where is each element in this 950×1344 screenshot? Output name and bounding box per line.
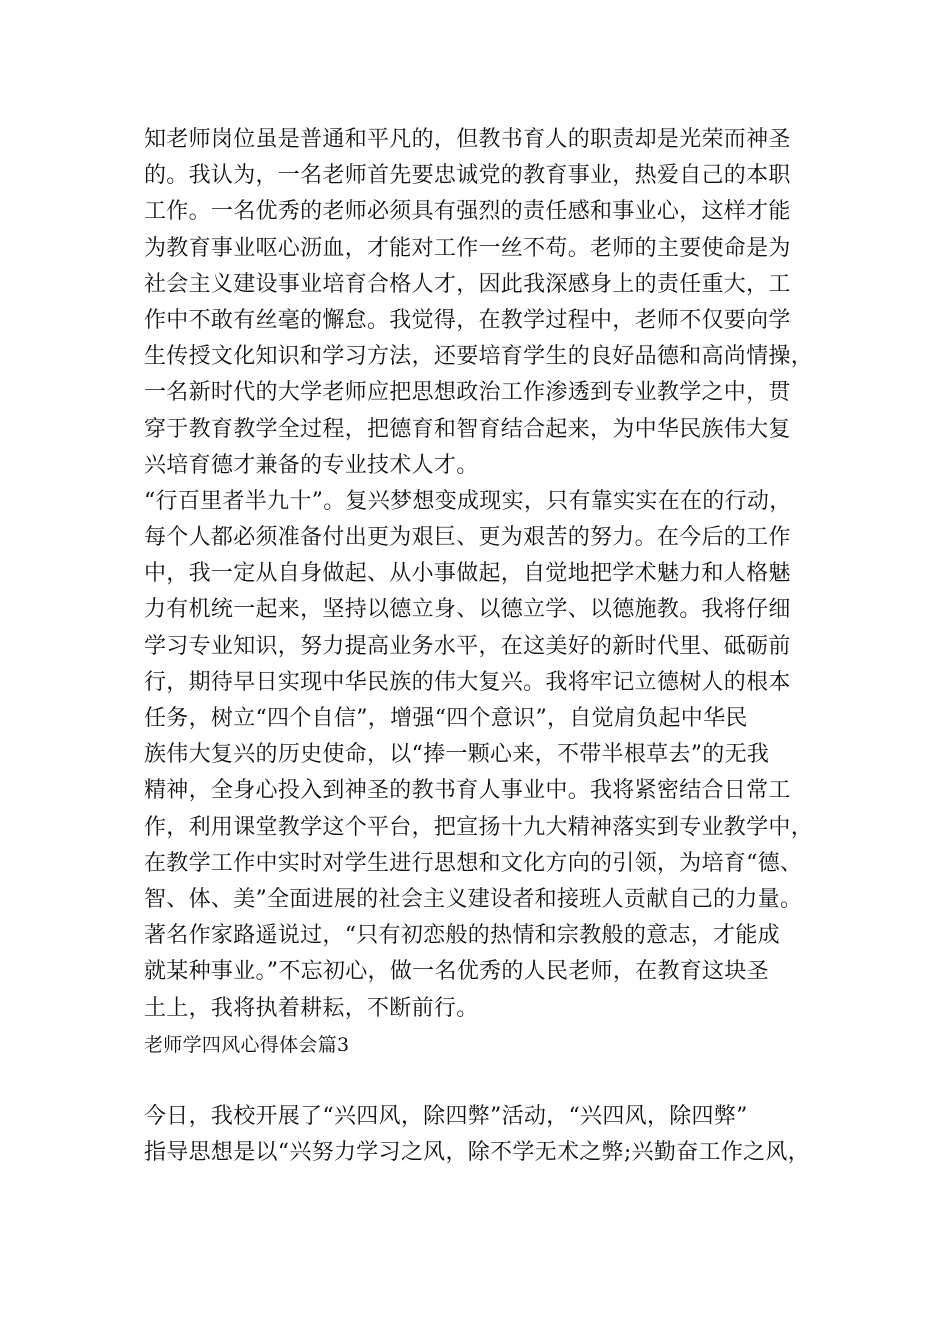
document-body (144, 122, 814, 1171)
text-line: 今日，我校开展了“兴四风，除四弊”活动，“兴四风，除四弊” (144, 1104, 748, 1130)
text-line: 每个人都必须准备付出更为艰巨、更为艰苦的努力。在今后的工作 (144, 525, 791, 551)
paragraph-3 (144, 1099, 814, 1171)
text-line: 生传授文化知识和学习方法，还要培育学生的良好品德和高尚情操， (144, 344, 814, 370)
text-line: 在教学工作中实时对学生进行思想和文化方向的引领，为培育“德、 (144, 850, 803, 876)
text-line: 智、体、美”全面进展的社会主义建设者和接班人贡献自己的力量。 (144, 886, 803, 912)
text-line: 行，期待早日实现中华民族的伟大复兴。我将牢记立德树人的根本 (144, 669, 791, 695)
section-heading: 老师学四风心得体会篇3 (144, 1033, 350, 1056)
text-line: 知老师岗位虽是普通和平凡的，但教书育人的职责却是光荣而神圣 (144, 127, 791, 152)
text-line: 作中不敢有丝毫的懈怠。我觉得，在教学过程中，老师不仅要向学 (144, 307, 791, 333)
text-line: 的。我认为，一名老师首先要忠诚党的教育事业，热爱自己的本职 (144, 163, 791, 189)
text-line: “行百里者半九十”。复兴梦想变成现实，只有靠实实在在的行动， (144, 488, 792, 514)
paragraph-2 (144, 484, 814, 1027)
text-line: 作，利用课堂教学这个平台，把宣扬十九大精神落实到专业教学中， (144, 814, 814, 840)
text-line: 兴培育德才兼备的专业技术人才。 (144, 452, 479, 478)
text-line: 族伟大复兴的历史使命，以“捧一颗心来，不带半根草去”的无我 (144, 742, 770, 768)
text-line: 任务，树立“四个自信”，增强“四个意识”，自觉肩负起中华民 (144, 706, 748, 731)
text-line: 著名作家路遥说过，“只有初恋般的热情和宗教般的意志，才能成 (144, 923, 780, 949)
text-line: 力有机统一起来，坚持以德立身、以德立学、以德施教。我将仔细 (144, 597, 791, 623)
text-line: 土上，我将执着耕耘，不断前行。 (144, 995, 479, 1021)
blank-line (144, 1063, 814, 1099)
text-line: 一名新时代的大学老师应把思想政治工作渗透到专业教学之中，贯 (144, 380, 791, 406)
text-line: 指导思想是以“兴努力学习之风，除不学无术之弊;兴勤奋工作之风， (144, 1140, 810, 1166)
paragraph-1 (144, 122, 814, 484)
text-line: 工作。一名优秀的老师必须具有强烈的责任感和事业心，这样才能 (144, 199, 791, 225)
text-line: 穿于教育教学全过程，把德育和智育结合起来，为中华民族伟大复 (144, 416, 791, 442)
text-line: 为教育事业呕心沥血，才能对工作一丝不苟。老师的主要使命是为 (144, 235, 791, 261)
text-line: 社会主义建设事业培育合格人才，因此我深感身上的责任重大，工 (144, 271, 791, 297)
text-line: 就某种事业。”不忘初心，做一名优秀的人民老师，在教育这块圣 (144, 959, 769, 985)
text-line: 中，我一定从自身做起、从小事做起，自觉地把学术魅力和人格魅 (144, 561, 791, 587)
text-line: 学习专业知识，努力提高业务水平，在这美好的新时代里、砥砺前 (144, 633, 791, 659)
text-line: 精神，全身心投入到神圣的教书育人事业中。我将紧密结合日常工 (144, 778, 791, 804)
